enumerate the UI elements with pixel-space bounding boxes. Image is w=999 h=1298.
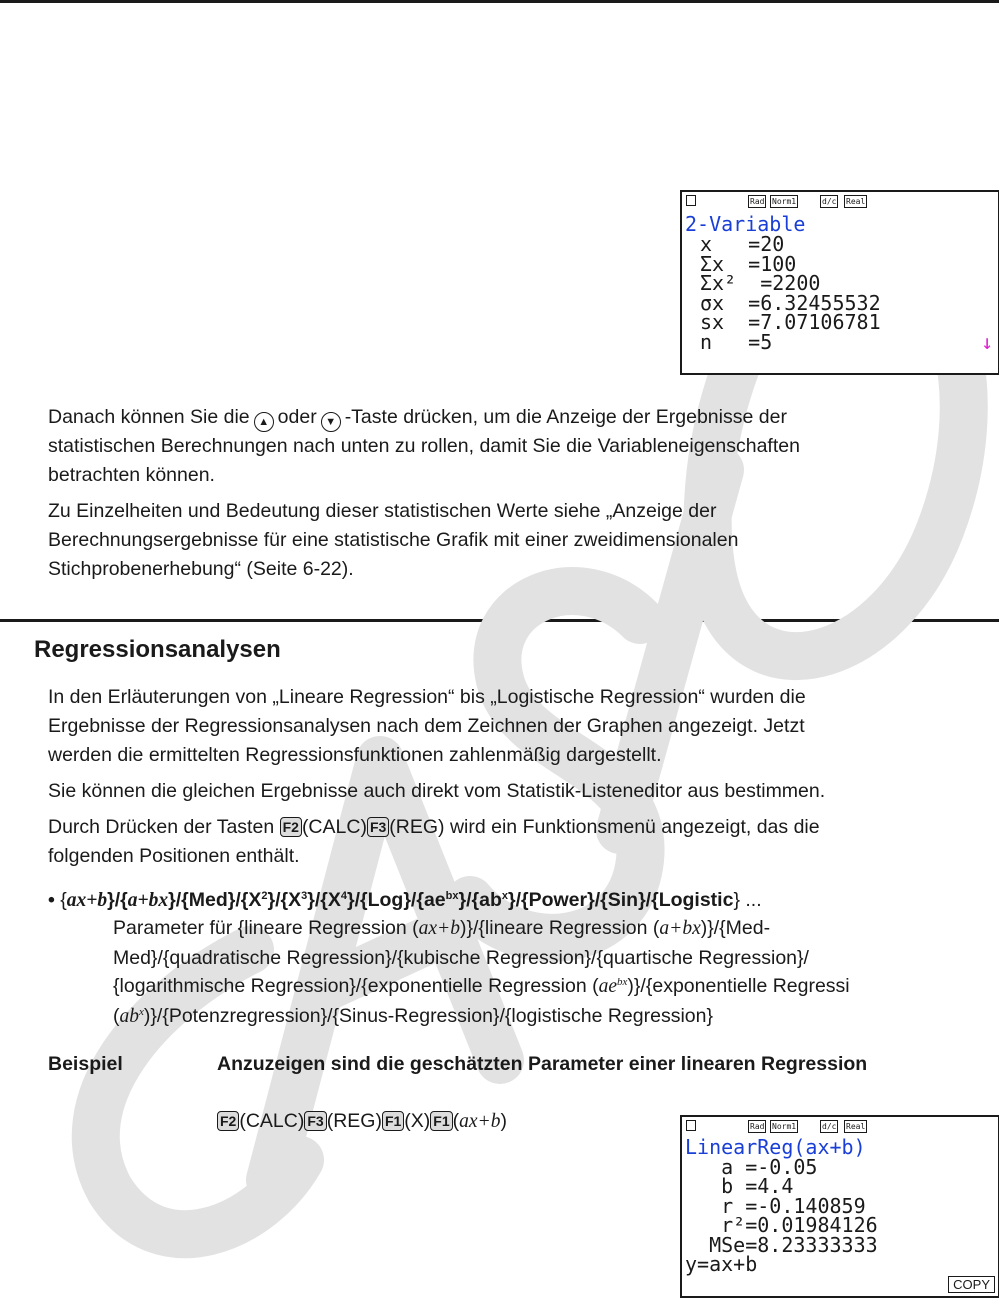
- menu-aebx: $ae^{bx}$: [423, 889, 459, 911]
- menu-log: Log: [367, 889, 404, 911]
- f2-key-icon: F2: [280, 817, 302, 837]
- calculator-screen-linear-regression: [680, 1115, 999, 1298]
- stat-line: Σx =100: [700, 252, 797, 276]
- scroll-down-arrow-icon: ↓: [980, 330, 993, 354]
- norm-icon: Norm1: [772, 1122, 797, 1131]
- menu-power: Power: [528, 889, 588, 911]
- stat-line: n =5: [700, 330, 773, 354]
- reg-line: y=ax+b: [685, 1252, 758, 1276]
- calculator-screen-2-variable: [680, 190, 999, 375]
- example-text: Anzuzeigen sind die geschätzten Parameter einer linearen Regression: [217, 1053, 868, 1075]
- paragraph-regression-intro: In den Erläuterungen von „Lineare Regression“ bis „Logistische Regression“ wurden die Ergebnisse der Regressionsanalysen nach dem Zeichnen der Graphen angezeigt. Jetzt werden die ermittelten Regressionsfunktionen zahlenmäßig dargestellt.: [48, 686, 806, 766]
- function-menu-list: • $\{ax+b\}/\{a+bx\}/\{Med\}/\{X^2\}/\{X^3\}/\{X^4\}/\{Log\}/\{ae^{bx}\}/\{ab^x\}/\{Power\}/\{Sin\}/\{Logistic\}$ ...: [48, 889, 762, 911]
- f1-key-icon: F1: [430, 1111, 452, 1131]
- paragraph-list-editor: Sie können die gleichen Ergebnisse auch direkt vom Statistik-Listeneditor aus bestimmen.: [48, 780, 826, 802]
- paragraph-details: Zu Einzelheiten und Bedeutung dieser statistischen Werte siehe „Anzeige der Berechnungsergebnisse für eine statistische Grafik mit einer zweidimensionalen Stichprobenerhebung“ (Seite 6-22).: [48, 500, 739, 580]
- reg-line: MSe=8.23333333: [685, 1233, 878, 1257]
- function-menu-description: Parameter für {lineare Regression (ax+b)}/{lineare Regression (a+bx)}/{Med- Med}/{quadratische Regression}/{kubische Regression}/{quartische Regression}/ {logarithmische Regression}/{exponentielle Regression $(ae^{bx})\}/\{exponentielle$ Regressi $(ab^x)\}/\{Potenzregression\}/\{Sinus-Regression\}/\{logistische$ Regression}: [113, 917, 850, 1027]
- copy-button[interactable]: COPY: [948, 1276, 995, 1293]
- f2-key-icon: F2: [217, 1111, 239, 1131]
- f1-key-icon: F1: [382, 1111, 404, 1131]
- menu-abx: $ab^x$: [479, 889, 508, 911]
- menu-x2: $X^2$: [248, 889, 268, 911]
- reg-line: r =-0.140859: [685, 1194, 866, 1218]
- section-heading: Regressionsanalysen: [34, 636, 281, 663]
- battery-icon: [686, 1120, 696, 1131]
- screen-title: LinearReg(ax+b): [685, 1135, 866, 1159]
- f3-key-icon: F3: [367, 817, 389, 837]
- example-key-sequence: F2 (CALC) F3 (REG) F1 (X) F1 (ax+b): [217, 1110, 507, 1133]
- status-bar: [682, 1117, 998, 1136]
- reg-line: r²=0.01984126: [685, 1213, 878, 1237]
- menu-ax-b: ax+b: [66, 890, 108, 911]
- stat-line: sx =7.07106781: [700, 310, 881, 334]
- top-rule: [0, 0, 999, 3]
- section-rule: [0, 619, 999, 622]
- menu-sin: Sin: [607, 889, 639, 911]
- menu-x3: $X^3$: [288, 889, 308, 911]
- paragraph-scroll: Danach können Sie die ▲ oder ▼ -Taste drücken, um die Anzeige der Ergebnisse der statistischen Berechnungen nach unten zu rollen, damit Sie die Variableneigenschaften betrachten können.: [48, 406, 800, 486]
- menu-med: Med: [188, 889, 228, 911]
- stat-line: σx =6.32455532: [700, 291, 881, 315]
- menu-x4: $X^4$: [327, 889, 347, 911]
- down-cursor-key-icon: ▼: [321, 412, 341, 432]
- up-cursor-key-icon: ▲: [254, 412, 274, 432]
- rad-icon: Rad: [750, 197, 765, 206]
- dc-icon: d/c: [822, 197, 837, 206]
- reg-line: b =4.4: [685, 1174, 794, 1198]
- norm-icon: Norm1: [772, 197, 797, 206]
- stat-line: x =20: [700, 232, 785, 256]
- rad-icon: Rad: [750, 1122, 765, 1131]
- example-label: Beispiel: [48, 1053, 123, 1075]
- screen-title: 2-Variable: [685, 212, 806, 236]
- real-icon: Real: [846, 1122, 866, 1131]
- battery-icon: [686, 195, 696, 206]
- dc-icon: d/c: [822, 1122, 837, 1131]
- menu-a-bx: a+bx: [127, 890, 169, 911]
- real-icon: Real: [846, 197, 866, 206]
- paragraph-keys: Durch Drücken der Tasten F2 (CALC) F3 (REG) wird ein Funktionsmenü angezeigt, das die folgenden Positionen enthält.: [48, 816, 820, 867]
- f3-key-icon: F3: [304, 1111, 326, 1131]
- stat-line: Σx² =2200: [700, 271, 821, 295]
- status-bar: [682, 192, 998, 211]
- menu-logistic: Logistic: [658, 889, 734, 911]
- reg-line: a =-0.05: [685, 1155, 818, 1179]
